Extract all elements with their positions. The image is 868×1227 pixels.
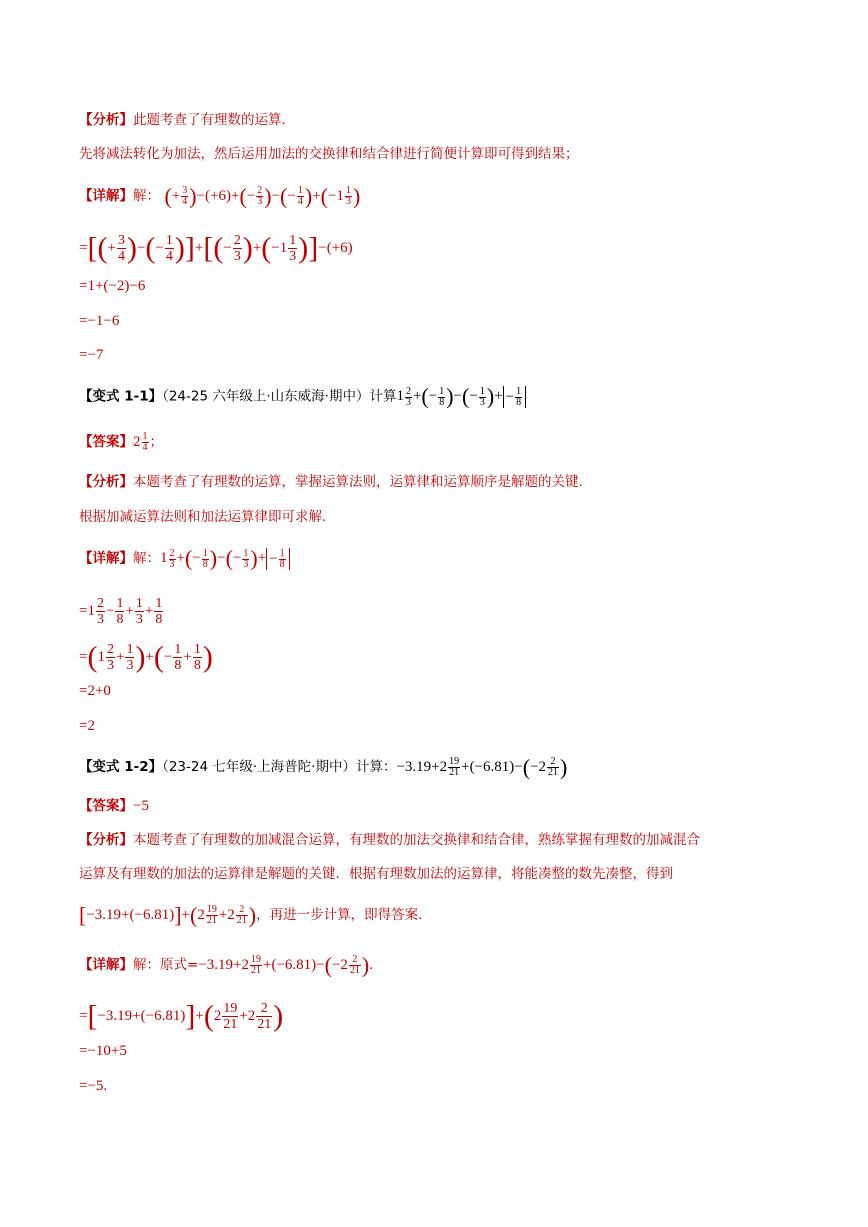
detail-tag: 【详解】 [79, 188, 133, 204]
analysis-expression: [−3.19+(−6.81)]+(2 $\frac{19}{21}$ +2 $\frac{2}{21}$ ) [79, 902, 257, 928]
expression-1: (+ $\frac{3}{4}$ )−(+6)+(− $\frac{2}{3}$ )−(− $\frac{1}{4}$ )+(−1 $\frac{1}{3}$ ) [164, 183, 361, 209]
answer-value: −5 [133, 798, 149, 814]
variant-1-1-expression: 1 $\frac{2}{3}$ +(− $\frac{1}{8}$ )−(− $\frac{1}{3}$ )+ − $\frac{1}{8}$ [396, 388, 526, 404]
expression-2: =[(+ $\frac{3}{4}$ )−(− $\frac{1}{4}$ )]+[(− $\frac{2}{3}$ )+(−1 $\frac{1}{3}$ )]−(+6) [79, 231, 353, 265]
variant-1-2-analysis-2: 运算及有理数的加法的运算律是解题的关键．根据有理数加法的运算律，将能凑整的数先凑整，得到 [79, 866, 673, 882]
detail-expression: −3.19+2 $\frac{19}{21}$ +(−6.81)−(−2 $\frac{2}{21}$ ). [198, 952, 373, 978]
analysis-tag: 【分析】 [79, 832, 133, 848]
analysis-tag: 【分析】 [79, 474, 133, 490]
variant-1-1-question [79, 386, 526, 408]
detail-intro: 解： [133, 550, 160, 567]
detail-intro: 解：原式= [133, 957, 199, 973]
variant-1-2-analysis [79, 830, 700, 850]
detail-tag: 【详解】 [79, 957, 133, 973]
step-3: =−7 [79, 347, 104, 363]
variant-1-2-step-2: =−10+5 [79, 1043, 127, 1059]
variant-1-1-step-4: =2 [79, 718, 95, 734]
variant-1-1-step-2: =(1 $\frac{2}{3}$ + $\frac{1}{3}$ )+(− $\frac{1}{8}$ + $\frac{1}{8}$ ) [79, 640, 213, 674]
variant-1-2-tag: 【变式 1-2】 [79, 759, 163, 775]
analysis-line-2: 先将减法转化为加法，然后运用加法的交换律和结合律进行简便计算即可得到结果； [79, 146, 579, 162]
variant-1-2-step-3: =−5. [79, 1078, 108, 1094]
detail-tag: 【详解】 [79, 550, 133, 567]
analysis-suffix: ，再进一步计算，即得答案. [256, 907, 423, 923]
variant-1-2-question [79, 754, 568, 780]
variant-1-1-step-3: =2+0 [79, 683, 111, 699]
analysis-text: 本题考查了有理数的运算，掌握运算法则，运算律和运算顺序是解题的关键. [133, 474, 583, 490]
answer-tag: 【答案】 [79, 434, 133, 450]
variant-1-1-answer [79, 432, 163, 453]
analysis-text: 此题考查了有理数的运算. [133, 112, 286, 128]
variant-1-1-tag: 【变式 1-1】 [79, 388, 163, 405]
variant-1-2-answer [79, 796, 149, 816]
analysis-text: 本题考查了有理数的加减混合运算，有理数的加法交换律和结合律，熟练掌握有理数的加减混合 [133, 832, 700, 848]
variant-1-2-step-1: =[−3.19+(−6.81)]+(2 $\frac{19}{21}$ +2 $\frac{2}{21}$ ) [79, 999, 284, 1033]
variant-1-1-analysis [79, 472, 583, 492]
variant-1-1-step-1: =1 $\frac{2}{3}$ − $\frac{1}{8}$ + $\frac{1}{3}$ + $\frac{1}{8}$ [79, 596, 163, 627]
detail-line [79, 183, 361, 209]
step-2: =−1−6 [79, 313, 120, 329]
variant-1-2-analysis-3 [79, 902, 423, 928]
answer-suffix: ； [149, 434, 163, 450]
detail-expression: 1 $\frac{2}{3}$ +(− $\frac{1}{8}$ )−(− $\frac{1}{3}$ )+ − $\frac{1}{8}$ [160, 550, 290, 566]
variant-1-2-expression: −3.19+2 $\frac{19}{21}$ +(−6.81)−(−2 $\frac{2}{21}$ ) [396, 754, 568, 780]
variant-1-2-source: （23-24 七年级·上海普陀·期中）计算： [162, 759, 397, 775]
variant-1-1-source: （24-25 六年级上·山东威海·期中）计算 [162, 388, 397, 405]
analysis-tag: 【分析】 [79, 112, 133, 128]
analysis-line-1 [79, 110, 286, 130]
detail-intro: 解： [133, 188, 160, 204]
variant-1-1-detail [79, 548, 290, 570]
answer-tag: 【答案】 [79, 798, 133, 814]
variant-1-2-detail [79, 952, 373, 978]
step-1: =1+(−2)−6 [79, 278, 146, 294]
variant-1-1-analysis-2: 根据加减运算法则和加法运算律即可求解. [79, 509, 327, 525]
answer-value: 2 $\frac{1}{4}$ [133, 431, 148, 454]
